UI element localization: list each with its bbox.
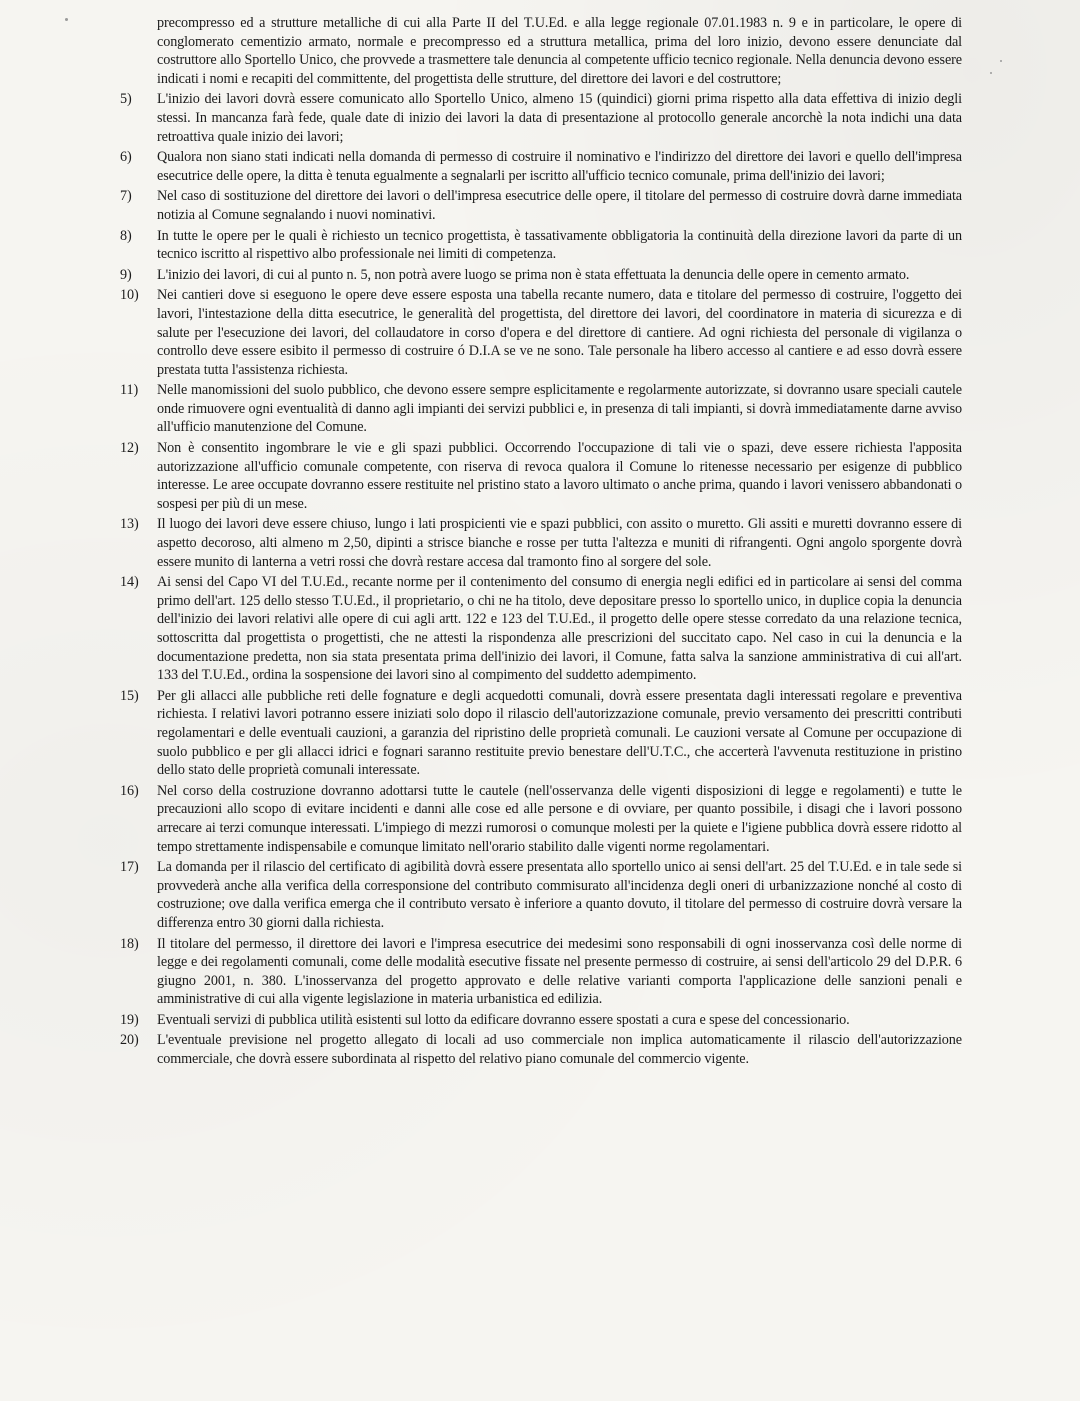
item-number: 8) (120, 227, 132, 244)
list-item (120, 1031, 962, 1068)
list-item (120, 187, 962, 224)
list-item (120, 227, 962, 264)
item-number: 11) (120, 382, 139, 399)
item-number: 13) (120, 516, 139, 533)
item-number: 6) (120, 149, 132, 166)
scan-speck (1000, 60, 1002, 62)
item-text: Ai sensi del Capo VI del T.U.Ed., recante norme per il contenimento del consumo di energia negli edifici ed in particolare ai sensi del comma primo dell'art. 125 dello stesso T.U.Ed., il proprietario, o chi ne ha titolo, deve depositare presso lo sportello unico, in duplice copia la denuncia dell'inizio dei lavori relativi alle opere di cui agli artt. 122 e 123 del T.U.Ed., il progetto delle opere stesse corredato da una relazione tecnica, sottoscritta dal progettista o progettisti, che ne attesti la rispondenza alle prescrizioni del succitato capo. Nel caso in cui la denuncia e la documentazione predetta, non sia stata presentata prima dell'inizio dei lavori, il Comune, fatta salva la sanzione amministrativa di cui all'art. 133 del T.U.Ed., ordina la sospensione dei lavori sino al compimento del suddetto adempimento. (157, 574, 962, 684)
item-text: Nel corso della costruzione dovranno adottarsi tutte le cautele (nell'osservanza delle vigenti disposizioni di legge e regolamenti) e tutte le precauzioni allo scopo di evitare incidenti e danni alle cose ed alle persone e di ovviare, per quanto possibile, i disagi che i lavori possono arrecare ai terzi comunque interessati. L'impiego di mezzi rumorosi o comunque molesti per la quiete e l'igiene pubblica dovrà essere ridotto al tempo strettamente indispensabile e comunque limitato nell'orario stabilito dalle vigenti norme regolamentari. (157, 782, 962, 855)
item-number: 15) (120, 687, 139, 704)
item-number: 16) (120, 782, 139, 799)
list-item (120, 148, 962, 185)
item-text: L'inizio dei lavori, di cui al punto n. 5, non potrà avere luogo se prima non è stata effettuata la denuncia delle opere in cemento armato. (157, 266, 910, 283)
list-item (120, 515, 962, 571)
list-item (120, 439, 962, 513)
item-text: Eventuali servizi di pubblica utilità esistenti sul lotto da edificare dovranno essere spostati a cura e spese del concessionario. (157, 1011, 850, 1028)
item-text: In tutte le opere per le quali è richiesto un tecnico progettista, è tassativamente obbligatoria la continuità della direzione lavori da parte di un tecnico iscritto al rispettivo albo professionale nei limiti di competenza. (157, 227, 962, 263)
item-number: 18) (120, 935, 139, 952)
item-number: 19) (120, 1011, 139, 1028)
item-text: Il titolare del permesso, il direttore dei lavori e l'impresa esecutrice dei medesimi sono responsabili di ogni inosservanza così delle norme di legge e dei regolamenti comunali, come delle modalità esecutive fissate nel presente permesso di costruire, ai sensi dell'articolo 29 del D.P.R. 6 giugno 2001, n. 380. L'inosservanza del progetto approvato e delle relative varianti comporta l'applicazione delle sanzioni penali e amministrative di cui alla vigente legislazione in materia urbanistica ed edilizia. (157, 935, 962, 1008)
item-number: 5) (120, 91, 132, 108)
item-number: 12) (120, 440, 139, 457)
item-text: Il luogo dei lavori deve essere chiuso, lungo i lati prospicienti vie e spazi pubblici, con assito o muretto. Gli assiti e muretti dovranno essere di aspetto decoroso, alti almeno m 2,50, dipinti a strisce bianche e rosse per tutta l'altezza e muniti di rifrangenti. Ogni angolo sporgente dovrà essere munito di lanterna a vetri rossi che dovrà restare accesa dal tramonto fino al sorgere del sole. (157, 516, 962, 570)
list-item (120, 381, 962, 437)
item-text: L'inizio dei lavori dovrà essere comunicato allo Sportello Unico, almeno 15 (quindici) giorni prima rispetto alla data effettiva di inizio degli stessi. In mancanza farà fede, quale date di inizio dei lavori la data di presentazione al protocollo generale ancorchè la nota indichi una data retroattiva quale inizio dei lavori; (157, 91, 962, 145)
item-text: Nel caso di sostituzione del direttore dei lavori o dell'impresa esecutrice delle opere, il titolare del permesso di costruire dovrà darne immediata notizia al Comune segnalando i nuovi nominativi. (157, 188, 962, 223)
list-item (120, 858, 962, 932)
item-text: Nei cantieri dove si eseguono le opere deve essere esposta una tabella recante numero, data e titolare del permesso di costruire, l'oggetto dei lavori, l'intestazione della ditta esecutrice, le generalità del progettista, del direttore dei lavori, del coordinatore in materia di sicurezza e di salute per l'esecuzione dei lavori, del collaudatore in corso d'opera e del direttore di cantiere. Ad ogni richiesta del personale di vigilanza o controllo deve essere esibito il permesso di costruire ó D.I.A se ve ne sono. Tale personale ha libero accesso al cantiere e ad esso dovrà essere prestata tutta l'assistenza richiesta. (157, 287, 962, 378)
intro-paragraph: precompresso ed a strutture metalliche di cui alla Parte II del T.U.Ed. e alla legge regionale 07.01.1983 n. 9 e in particolare, le opere di conglomerato cementizio armato, normale e precompresso ed a struttura metallica, prima del loro inizio, devono essere denunciate dal costruttore allo Sportello Unico, che provvede a trasmettere tale denuncia al competente ufficio tecnico regionale. Nella denuncia devono essere indicati i nomi e recapiti del committente, del progettista delle strutture, del direttore dei lavori e del costruttore; (157, 15, 962, 87)
item-number: 7) (120, 188, 132, 205)
list-item (120, 573, 962, 685)
item-text: L'eventuale previsione nel progetto allegato di locali ad uso commerciale non implica automaticamente il rilascio dell'autorizzazione commerciale, che dovrà essere subordinata al rispetto del relativo piano comunale del commercio vigente. (157, 1032, 962, 1068)
item-number: 9) (120, 266, 132, 283)
item-number: 10) (120, 287, 139, 304)
list-item (120, 286, 962, 379)
item-text: Non è consentito ingombrare le vie e gli spazi pubblici. Occorrendo l'occupazione di tali vie o spazi, deve essere richiesta l'apposita autorizzazione all'ufficio comunale competente, con riserva di revoca qualora il Comune lo ritenesse necessario per esigenze di pubblico interesse. Le aree occupate dovranno essere restituite nel pristino stato a lavoro ultimato o anche prima, quando i lavori venissero abbandonati o sospesi per più di un mese. (157, 440, 962, 512)
item-text: Nelle manomissioni del suolo pubblico, che devono essere sempre esplicitamente e regolarmente autorizzate, si dovranno usare speciali cautele onde rimuovere ogni eventualità di danno agli impianti dei servizi pubblici e, in presenza di tali impianti, si dovrà immediatamente darne avviso all'ufficio manutenzione del Comune. (157, 382, 962, 436)
list-item (120, 1011, 962, 1030)
list-item (120, 266, 962, 285)
scan-speck (990, 72, 992, 74)
numbered-list (120, 90, 962, 1068)
item-number: 14) (120, 574, 139, 591)
list-item (120, 90, 962, 146)
item-text: Per gli allacci alle pubbliche reti delle fognature e degli acquedotti comunali, dovrà essere presentata dagli interessati regolare e preventiva richiesta. I relativi lavori potranno essere iniziati solo dopo il rilascio dell'autorizzazione comunale, previo versamento dei prescritti contributi regolamentari e delle eventuali cauzioni, a garanzia del ripristino delle proprietà comunali. Le cauzioni versate al Comune per occupazione di suolo pubblico e per gli allacci idrici e fognari saranno restituite previo benestare dell'U.T.C., che accerterà l'avvenuta restituzione in pristino dello stato delle proprietà comunali interessate. (157, 687, 962, 779)
item-number: 17) (120, 859, 139, 876)
item-number: 20) (120, 1032, 139, 1049)
list-item (120, 782, 962, 856)
list-item (120, 687, 962, 780)
scan-speck (65, 18, 68, 21)
item-text: Qualora non siano stati indicati nella domanda di permesso di costruire il nominativo e l'indirizzo del direttore dei lavori e quello dell'impresa esecutrice delle opere, la ditta è tenuta egualmente a segnalarli per iscritto all'ufficio tecnico comunale, prima dell'inizio dei lavori; (157, 149, 962, 184)
document-body (120, 14, 962, 1071)
item-text: La domanda per il rilascio del certificato di agibilità dovrà essere presentata allo sportello unico ai sensi dell'art. 25 del T.U.Ed. e in tale sede si provvederà anche alla verifica della corresponsione del contributo commisurato all'incidenza degli oneri di urbanizzazione nonché al costo di costruzione; ove dalla verifica emerga che il contributo versato è inferiore a quanto dovuto, il titolare del permesso di costruire dovrà versare la differenza entro 30 giorni dalla richiesta. (157, 859, 962, 931)
list-item (120, 935, 962, 1009)
